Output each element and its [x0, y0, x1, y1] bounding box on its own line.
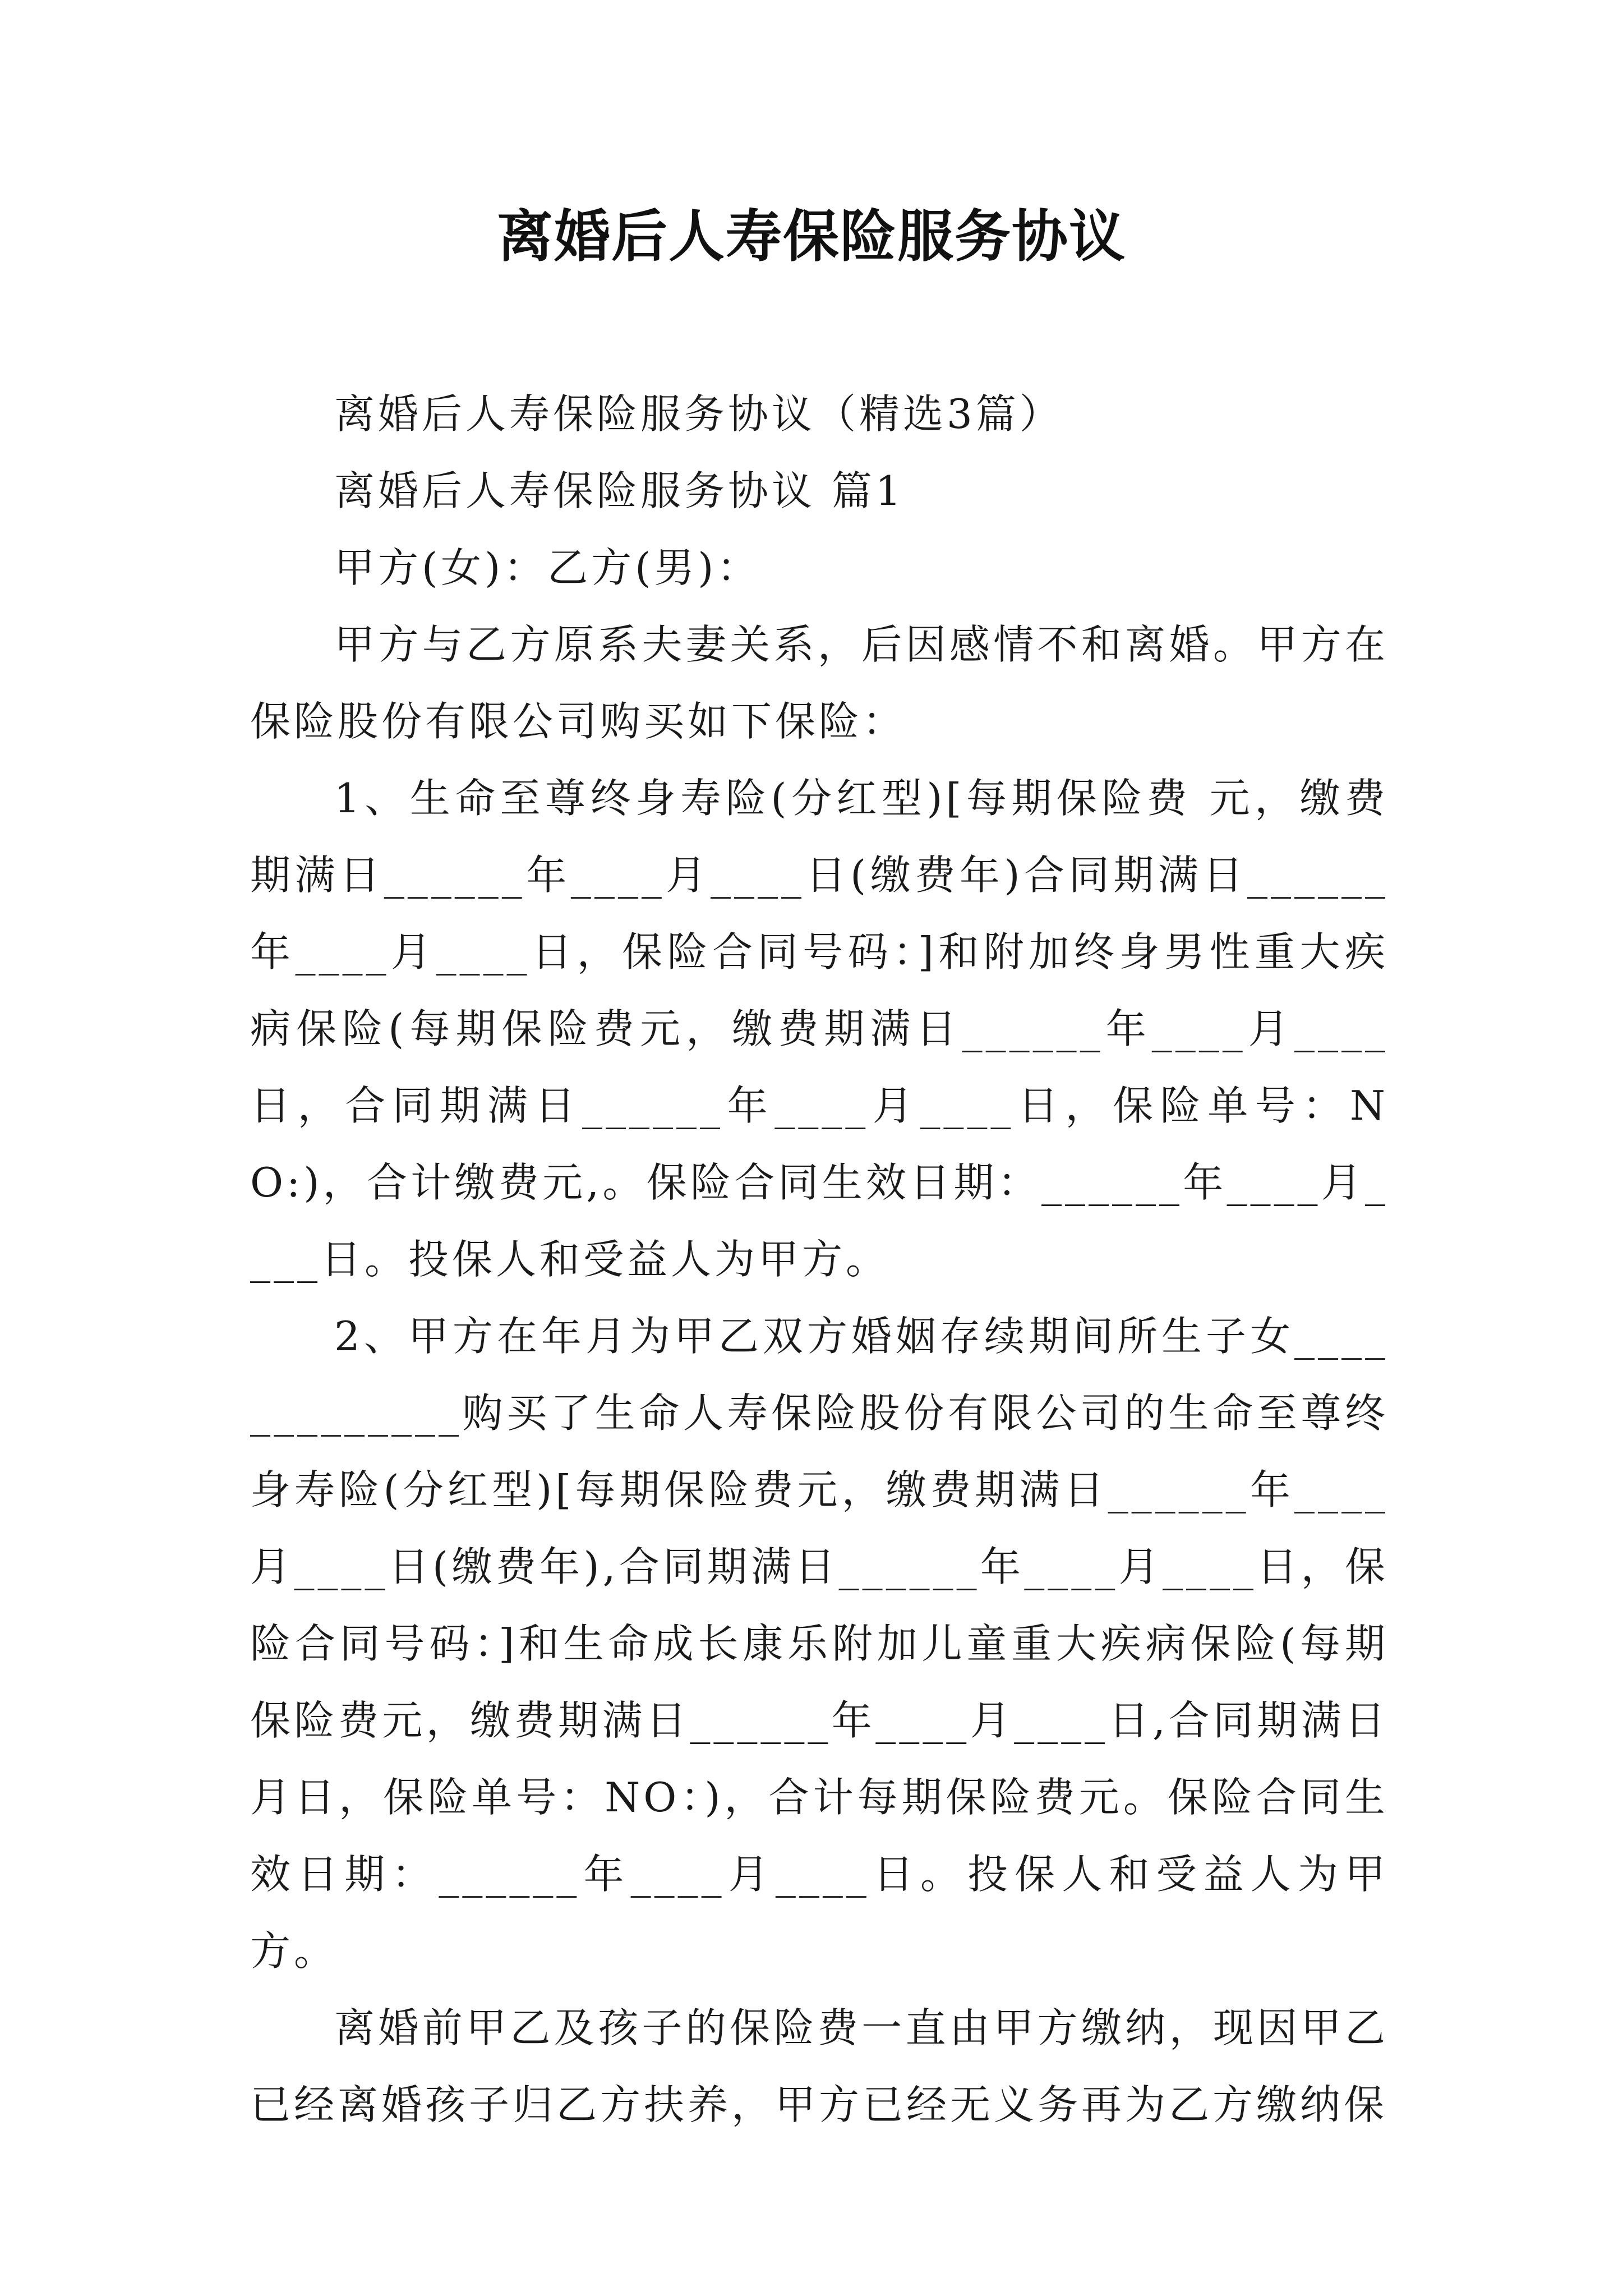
background-paragraph: 甲方与乙方原系夫妻关系，后因感情不和离婚。甲方在保险股份有限公司购买如下保险：	[250, 621, 1389, 745]
clause-1-paragraph: 1、生命至尊终身寿险(分红型)[每期保险费 元，缴费期满日______年____月____日(缴费年)合同期满日______年____月____日，保险合同号码：]和附加终身男性重大疾病保险(每期保险费元，缴费期满日______年____月____日，合同期满日______年____月____日，保险单号：NO:)，合计缴费元,。保险合同生效日期：______年____月____日。投保人和受益人为甲方。	[250, 775, 1389, 1283]
parties-line: 甲方(女)：乙方(男)：	[334, 544, 761, 591]
section-heading: 离婚后人寿保险服务协议 篇1	[334, 467, 905, 514]
collection-heading: 离婚后人寿保险服务协议（精选3篇）	[334, 390, 1063, 438]
document-body	[250, 376, 1389, 2143]
clause-2-paragraph: 2、甲方在年月为甲乙双方婚姻存续期间所生子女_____________购买了生命人寿保险股份有限公司的生命至尊终身寿险(分红型)[每期保险费元，缴费期满日______年____月____日(缴费年),合同期满日______年____月____日，保险合同号码：]和生命成长康乐附加儿童重大疾病保险(每期保险费元，缴费期满日______年____月____日,合同期满日月日，保险单号：NO：)，合计每期保险费元。保险合同生效日期：______年____月____日。投保人和受益人为甲方。	[250, 1313, 1389, 1975]
document-title: 离婚后人寿保险服务协议	[497, 204, 1126, 269]
payment-paragraph: 离婚前甲乙及孩子的保险费一直由甲方缴纳，现因甲乙已经离婚孩子归乙方扶养，甲方已经无义务再为乙方缴纳保	[250, 2004, 1389, 2128]
